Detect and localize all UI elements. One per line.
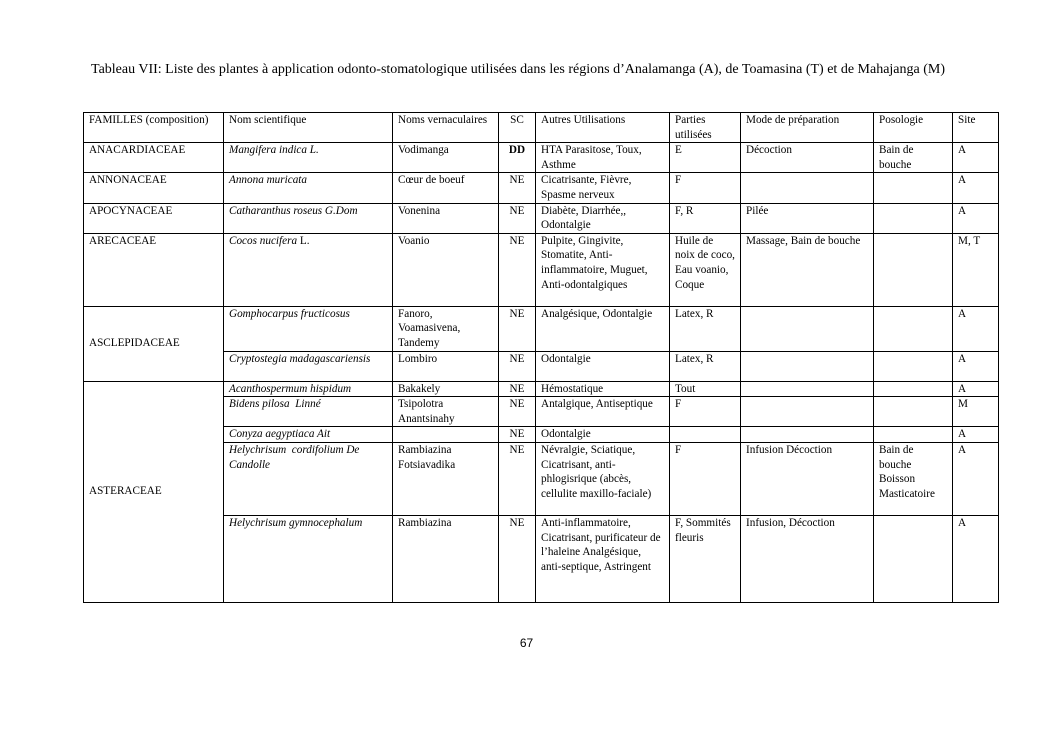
header-parties-utilisees: Parties utilisées [670, 113, 741, 143]
vernacular-name [393, 427, 499, 443]
vernacular-name: Rambiazina Fotsiavadika [393, 442, 499, 515]
table-row [84, 306, 999, 351]
site-value: A [953, 515, 999, 602]
preparation-mode [741, 306, 874, 351]
table-row [84, 203, 999, 233]
header-autres-utilisations: Autres Utilisations [536, 113, 670, 143]
posology [874, 233, 953, 306]
page-number: 67 [519, 636, 534, 650]
posology [874, 381, 953, 397]
sc-value: DD [499, 143, 536, 173]
vernacular-name: Bakakely [393, 381, 499, 397]
site-value: A [953, 143, 999, 173]
header-famille: FAMILLES (composition) [84, 113, 224, 143]
vernacular-name: Fanoro, Voamasivena, Tandemy [393, 306, 499, 351]
other-uses: Hémostatique [536, 381, 670, 397]
posology [874, 203, 953, 233]
sc-value: NE [499, 203, 536, 233]
scientific-name-author: L. [297, 234, 310, 247]
other-uses: Cicatrisante, Fièvre, Spasme nerveux [536, 173, 670, 203]
scientific-name: Annona muricata [224, 173, 393, 203]
parts-used: F [670, 397, 741, 427]
posology [874, 351, 953, 381]
sc-value: NE [499, 381, 536, 397]
scientific-name: Helychrisum cordifolium De Candolle [224, 442, 393, 515]
parts-used: Huile de noix de coco, Eau voanio, Coque [670, 233, 741, 306]
header-sc: SC [499, 113, 536, 143]
posology: Bain de bouche Boisson Masticatoire [874, 442, 953, 515]
other-uses: Névralgie, Sciatique, Cicatrisant, anti-phlogisrique (abcès, cellulite maxillo-faciale) [536, 442, 670, 515]
posology [874, 173, 953, 203]
scientific-name: Gomphocarpus fructicosus [224, 306, 393, 351]
table-row [84, 143, 999, 173]
other-uses: Odontalgie [536, 351, 670, 381]
scientific-name: Cryptostegia madagascariensis [224, 351, 393, 381]
parts-used: F [670, 173, 741, 203]
site-value: A [953, 351, 999, 381]
other-uses: Antalgique, Antiseptique [536, 397, 670, 427]
site-value: M [953, 397, 999, 427]
other-uses: Diabète, Diarrhée,, Odontalgie [536, 203, 670, 233]
posology [874, 397, 953, 427]
vernacular-name: Tsipolotra Anantsinahy [393, 397, 499, 427]
parts-used: F [670, 442, 741, 515]
table-caption: Tableau VII: Liste des plantes à application odonto-stomatologique utilisées dans les régions d’Analamanga (A), de Toamasina (T) et de Mahajanga (M) [91, 62, 945, 77]
table-row [84, 233, 999, 306]
sc-value: NE [499, 427, 536, 443]
posology [874, 515, 953, 602]
other-uses: Pulpite, Gingivite, Stomatite, Anti-inflammatoire, Muguet, Anti-odontalgiques [536, 233, 670, 306]
scientific-name-italic: Cocos nucifera [229, 234, 298, 247]
scientific-name: Helychrisum gymnocephalum [224, 515, 393, 602]
other-uses: Analgésique, Odontalgie [536, 306, 670, 351]
site-value: A [953, 442, 999, 515]
scientific-name: Bidens pilosa Linné [224, 397, 393, 427]
header-site: Site [953, 113, 999, 143]
preparation-mode: Infusion, Décoction [741, 515, 874, 602]
scientific-name: Acanthospermum hispidum [224, 381, 393, 397]
other-uses: HTA Parasitose, Toux, Asthme [536, 143, 670, 173]
preparation-mode: Infusion Décoction [741, 442, 874, 515]
posology [874, 306, 953, 351]
vernacular-name: Voanio [393, 233, 499, 306]
scientific-name: Mangifera indica L. [224, 143, 393, 173]
plants-table [83, 112, 999, 603]
scientific-name: Catharanthus roseus G.Dom [224, 203, 393, 233]
family-cell: ANACARDIACEAE [84, 143, 224, 173]
site-value: M, T [953, 233, 999, 306]
parts-used: F, Sommités fleuris [670, 515, 741, 602]
parts-used: F, R [670, 203, 741, 233]
table-row [84, 381, 999, 397]
family-cell: ASCLEPIDACEAE [84, 306, 224, 381]
family-cell: APOCYNACEAE [84, 203, 224, 233]
preparation-mode [741, 173, 874, 203]
preparation-mode [741, 381, 874, 397]
table-row [84, 173, 999, 203]
vernacular-name: Rambiazina [393, 515, 499, 602]
posology: Bain de bouche [874, 143, 953, 173]
header-nom-scientifique: Nom scientifique [224, 113, 393, 143]
parts-used: Tout [670, 381, 741, 397]
vernacular-name: Lombiro [393, 351, 499, 381]
preparation-mode: Massage, Bain de bouche [741, 233, 874, 306]
family-cell: ANNONACEAE [84, 173, 224, 203]
sc-value: NE [499, 306, 536, 351]
family-cell: ARECACEAE [84, 233, 224, 306]
sc-value: NE [499, 351, 536, 381]
preparation-mode [741, 351, 874, 381]
sc-value: NE [499, 233, 536, 306]
header-noms-vernaculaires: Noms vernaculaires [393, 113, 499, 143]
other-uses: Anti-inflammatoire, Cicatrisant, purificateur de l’haleine Analgésique, anti-septique, Astringent [536, 515, 670, 602]
vernacular-name: Cœur de boeuf [393, 173, 499, 203]
parts-used: Latex, R [670, 351, 741, 381]
sc-value: NE [499, 397, 536, 427]
site-value: A [953, 306, 999, 351]
scientific-name [224, 233, 393, 306]
preparation-mode [741, 397, 874, 427]
vernacular-name: Vonenina [393, 203, 499, 233]
posology [874, 427, 953, 443]
site-value: A [953, 427, 999, 443]
site-value: A [953, 381, 999, 397]
sc-value: NE [499, 442, 536, 515]
parts-used: E [670, 143, 741, 173]
preparation-mode: Décoction [741, 143, 874, 173]
vernacular-name: Vodimanga [393, 143, 499, 173]
parts-used: Latex, R [670, 306, 741, 351]
family-cell: ASTERACEAE [84, 381, 224, 602]
preparation-mode: Pilée [741, 203, 874, 233]
header-mode-preparation: Mode de préparation [741, 113, 874, 143]
site-value: A [953, 203, 999, 233]
preparation-mode [741, 427, 874, 443]
scientific-name: Conyza aegyptiaca Ait [224, 427, 393, 443]
header-posologie: Posologie [874, 113, 953, 143]
header-row [84, 113, 999, 143]
parts-used [670, 427, 741, 443]
other-uses: Odontalgie [536, 427, 670, 443]
sc-value: NE [499, 515, 536, 602]
sc-value: NE [499, 173, 536, 203]
site-value: A [953, 173, 999, 203]
